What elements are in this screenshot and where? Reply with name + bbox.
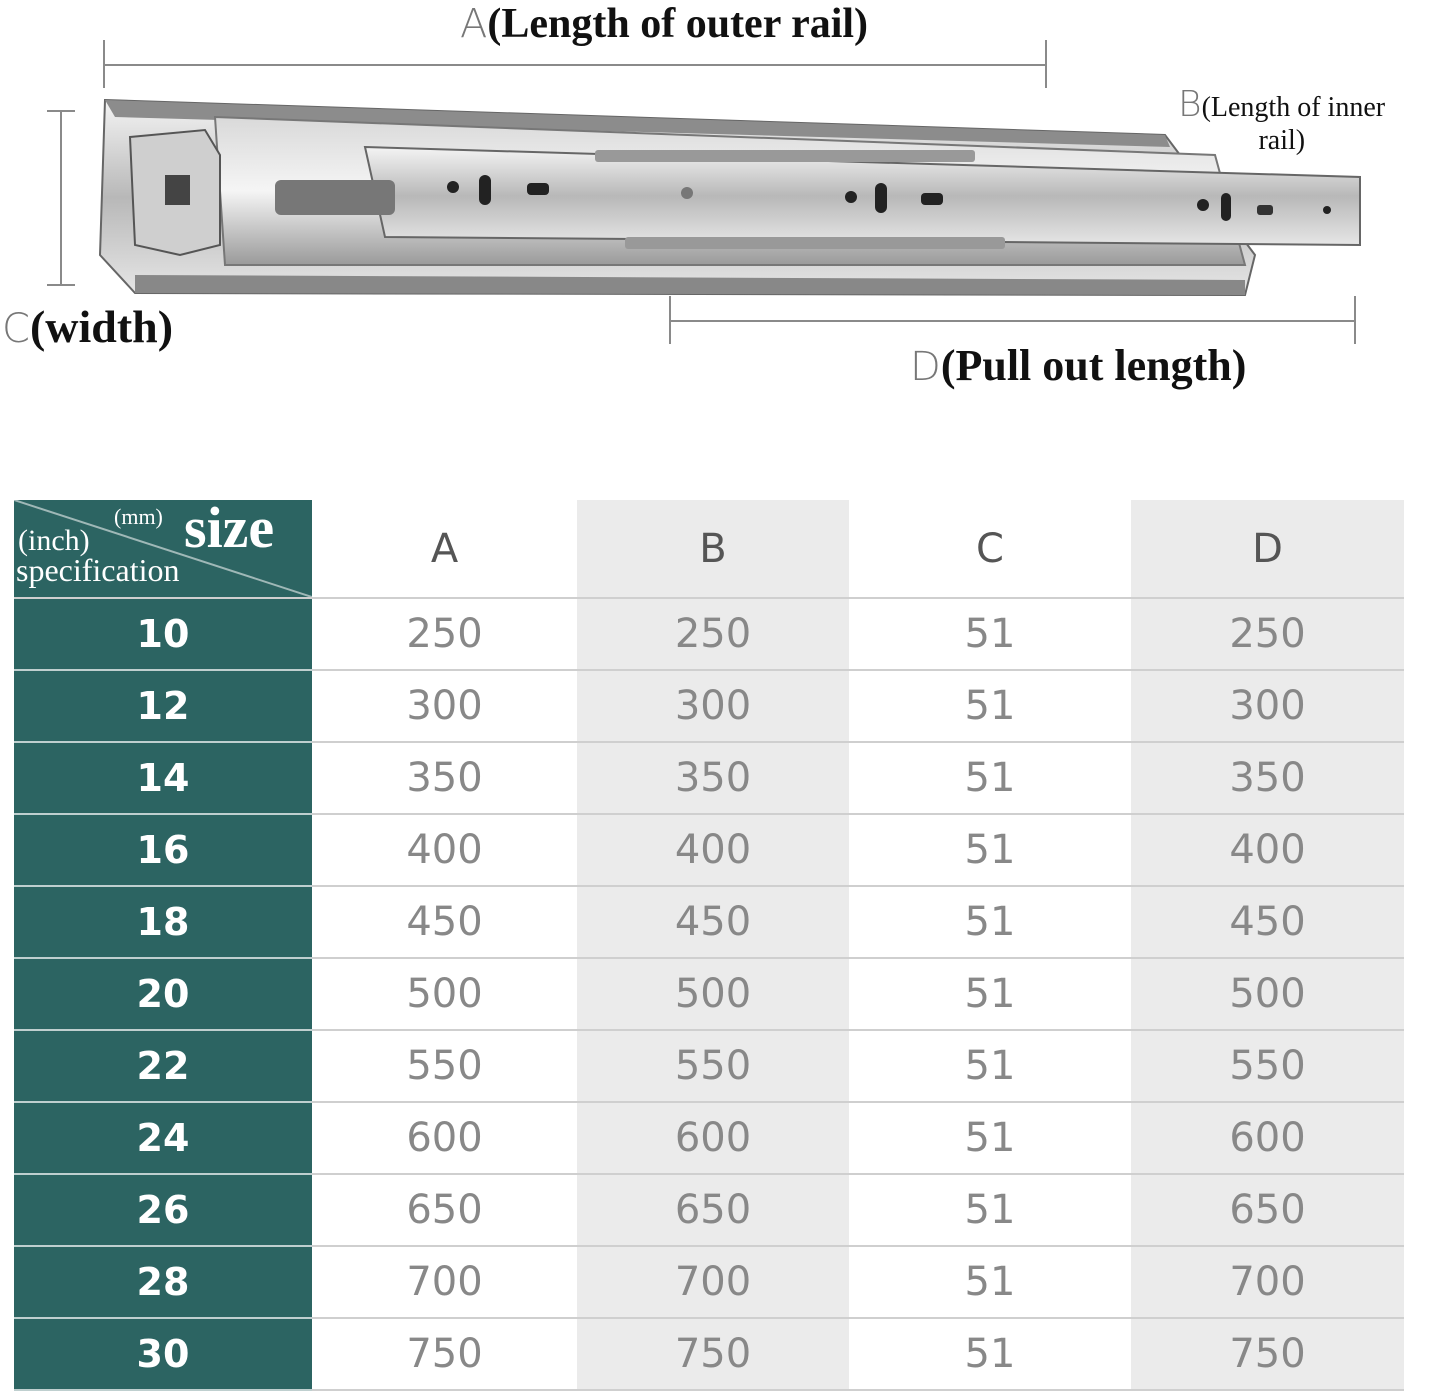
drawer-slide-image: [95, 95, 1365, 300]
cell-b: 500: [577, 958, 849, 1030]
dimension-line-c: [60, 110, 62, 286]
cell-c: 51: [849, 1246, 1131, 1318]
label-c-text: (width): [29, 301, 174, 352]
label-b-text-line1: (Length of inner: [1201, 92, 1386, 123]
cell-c: 51: [849, 1030, 1131, 1102]
dimension-tick-c-bottom: [47, 284, 75, 286]
label-a-letter: A: [460, 1, 488, 47]
header-row: [14, 500, 1404, 598]
cell-a: 750: [312, 1318, 577, 1390]
cell-a: 450: [312, 886, 577, 958]
dimension-tick-d-left: [669, 296, 671, 344]
cell-a: 250: [312, 598, 577, 670]
cell-b: 350: [577, 742, 849, 814]
cell-b: 300: [577, 670, 849, 742]
cell-c: 51: [849, 958, 1131, 1030]
label-c: [2, 300, 173, 353]
label-b-letter: B: [1178, 84, 1202, 125]
table-row: [14, 1318, 1404, 1390]
cell-b: 600: [577, 1102, 849, 1174]
cell-d: 350: [1131, 742, 1404, 814]
cell-c: 51: [849, 1318, 1131, 1390]
cell-c: 51: [849, 598, 1131, 670]
spec-cell: 10: [14, 598, 312, 670]
cell-d: 650: [1131, 1174, 1404, 1246]
cell-a: 500: [312, 958, 577, 1030]
label-d-letter: D: [910, 344, 941, 390]
cell-c: 51: [849, 886, 1131, 958]
dimension-tick-d-right: [1354, 296, 1356, 344]
spec-cell: 22: [14, 1030, 312, 1102]
cell-c: 51: [849, 814, 1131, 886]
spec-table: [14, 495, 1404, 1391]
corner-inch: (inch): [18, 524, 90, 557]
label-a-text: (Length of outer rail): [487, 1, 869, 47]
table-row: [14, 1102, 1404, 1174]
header-a: A: [312, 500, 577, 598]
header-c: C: [849, 500, 1131, 598]
cell-b: 750: [577, 1318, 849, 1390]
cell-d: 550: [1131, 1030, 1404, 1102]
header-d: D: [1131, 500, 1404, 598]
cell-c: 51: [849, 742, 1131, 814]
spec-cell: 18: [14, 886, 312, 958]
table-row: [14, 1246, 1404, 1318]
label-c-letter: C: [2, 306, 30, 352]
cell-d: 600: [1131, 1102, 1404, 1174]
table-row: [14, 814, 1404, 886]
cell-c: 51: [849, 1102, 1131, 1174]
spec-cell: 28: [14, 1246, 312, 1318]
corner-mm: (mm): [114, 504, 163, 529]
cell-a: 300: [312, 670, 577, 742]
cell-a: 400: [312, 814, 577, 886]
table-row: [14, 742, 1404, 814]
cell-b: 700: [577, 1246, 849, 1318]
cell-d: 500: [1131, 958, 1404, 1030]
cell-a: 550: [312, 1030, 577, 1102]
cell-d: 700: [1131, 1246, 1404, 1318]
cell-c: 51: [849, 1174, 1131, 1246]
dimension-tick-a-left: [103, 40, 105, 88]
corner-header: [14, 495, 312, 598]
spec-cell: 12: [14, 670, 312, 742]
label-a: [460, 0, 868, 48]
cell-c: 51: [849, 670, 1131, 742]
header-b: B: [577, 500, 849, 598]
spec-cell: 14: [14, 742, 312, 814]
spec-cell: 20: [14, 958, 312, 1030]
cell-a: 650: [312, 1174, 577, 1246]
spec-cell: 24: [14, 1102, 312, 1174]
table-row: [14, 886, 1404, 958]
table-row: [14, 670, 1404, 742]
label-d: [910, 340, 1246, 391]
cell-d: 300: [1131, 670, 1404, 742]
label-d-text: (Pull out length): [940, 341, 1247, 390]
cell-d: 450: [1131, 886, 1404, 958]
label-b-text-line2: rail): [1258, 125, 1306, 156]
corner-size: size: [184, 495, 275, 560]
table-row: [14, 1030, 1404, 1102]
cell-d: 750: [1131, 1318, 1404, 1390]
corner-specification: specification: [16, 552, 180, 588]
cell-b: 650: [577, 1174, 849, 1246]
cell-b: 250: [577, 598, 849, 670]
table-row: [14, 598, 1404, 670]
spec-cell: 16: [14, 814, 312, 886]
dimension-line-a: [103, 64, 1047, 66]
cell-d: 400: [1131, 814, 1404, 886]
spec-cell: 26: [14, 1174, 312, 1246]
dimension-tick-c-top: [47, 110, 75, 112]
cell-b: 400: [577, 814, 849, 886]
table-row: [14, 1174, 1404, 1246]
cell-b: 550: [577, 1030, 849, 1102]
cell-b: 450: [577, 886, 849, 958]
dimension-tick-a-right: [1045, 40, 1047, 88]
cell-a: 700: [312, 1246, 577, 1318]
cell-a: 600: [312, 1102, 577, 1174]
dimension-line-d: [670, 320, 1356, 322]
spec-cell: 30: [14, 1318, 312, 1390]
table-row: [14, 958, 1404, 1030]
cell-a: 350: [312, 742, 577, 814]
cell-d: 250: [1131, 598, 1404, 670]
